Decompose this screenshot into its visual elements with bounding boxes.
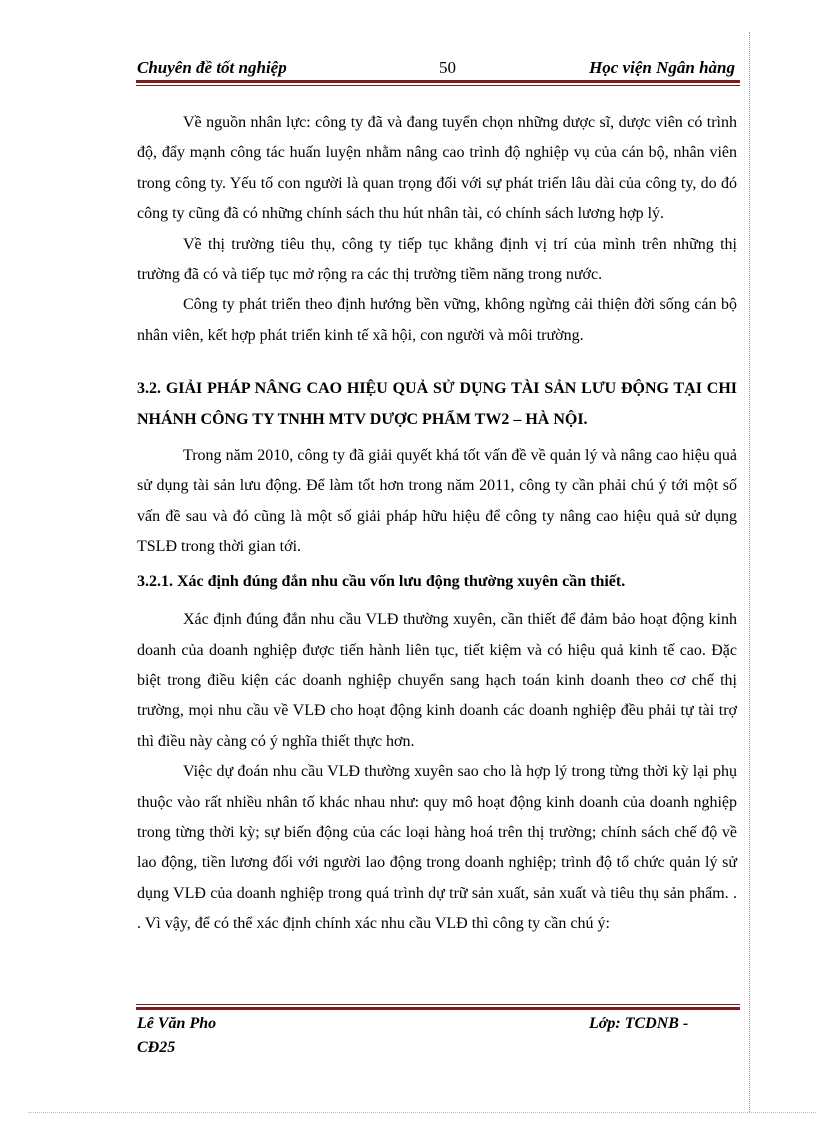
document-body [137,108,737,940]
sub-heading: 3.2.1. Xác định đúng đắn nhu cầu vốn lưu động thường xuyên cần thiết. [137,572,626,590]
page-border-right [749,32,750,1112]
footer-rule-thin [136,1004,740,1005]
header-rule-thick [136,80,740,83]
footer-class: Lớp: TCDNB - [589,1015,689,1032]
section-heading: 3.2. GIẢI PHÁP NÂNG CAO HIỆU QUẢ SỬ DỤNG TÀI SẢN LƯU ĐỘNG TẠI CHI NHÁNH CÔNG TY TNHH MTV DƯỢC PHẨM TW2 – HÀ NỘI. [137,380,737,428]
paragraph-working-capital-needs: Xác định đúng đắn nhu cầu VLĐ thường xuyên, cần thiết để đảm bảo hoạt động kinh doanh của doanh nghiệp được tiến hành liên tục, tiết kiệm và có hiệu quả kinh tế cao. Đặc biệt trong điều kiện các doanh nghiệp chuyển sang hạch toán kinh doanh theo cơ chế thị trường, mọi nhu cầu về VLĐ cho hoạt động kinh doanh các doanh nghiệp đều phải tự tài trợ thì điều này càng có ý nghĩa thiết thực hơn. [137,611,737,750]
header-rule-thin [136,85,740,86]
header-institution: Học viện Ngân hàng [589,58,735,77]
header-page-number: 50 [439,58,456,77]
header-rule [136,80,740,86]
header-document-type: Chuyên đề tốt nghiệp [137,58,287,77]
paragraph-section-intro: Trong năm 2010, công ty đã giải quyết khá tốt vấn đề về quản lý và nâng cao hiệu quả sử dụng tài sản lưu động. Để làm tốt hơn trong năm 2011, công ty cần phải chú ý tới một số vấn đề sau và đó cũng là một số giải pháp hữu hiệu để công ty nâng cao hiệu quả sử dụng TSLĐ trong thời gian tới. [137,447,737,556]
paragraph-human-resources: Về nguồn nhân lực: công ty đã và đang tuyển chọn những dược sĩ, dược viên có trình độ, đẩy mạnh công tác huấn luyện nhằm nâng cao trình độ nghiệp vụ của cán bộ, nhân viên trong công ty. Yếu tố con người là quan trọng đối với sự phát triển lâu dài của công ty, do đó công ty cũng đã có những chính sách thu hút nhân tài, có chính sách lương hợp lý. [137,114,737,223]
paragraph-forecasting-factors: Việc dự đoán nhu cầu VLĐ thường xuyên sao cho là hợp lý trong từng thời kỳ lại phụ thuộc vào rất nhiều nhân tố khác nhau như: quy mô hoạt động kinh doanh của doanh nghiệp trong từng thời kỳ; sự biến động của các loại hàng hoá trên thị trường; chính sách chế độ về lao động, tiền lương đối với người lao động trong doanh nghiệp; trình độ tổ chức quản lý sử dụng VLĐ của doanh nghiệp trong quá trình dự trữ sản xuất, sản xuất và tiêu thụ sản phẩm. . . Vì vậy, để có thể xác định chính xác nhu cầu VLĐ thì công ty cần chú ý: [137,763,737,933]
footer-author: Lê Văn Pho CĐ25 [137,1015,217,1056]
page-header [137,56,735,80]
paragraph-sustainable-development: Công ty phát triển theo định hướng bền vững, không ngừng cải thiện đời sống cán bộ nhân viên, kết hợp phát triển kinh tế xã hội, con người và môi trường. [137,296,737,344]
footer-rule-thick [136,1007,740,1010]
page-border-bottom [28,1112,816,1113]
footer-rule [136,1004,740,1010]
paragraph-market: Về thị trường tiêu thụ, công ty tiếp tục khẳng định vị trí của mình trên những thị trường đã có và tiếp tục mở rộng ra các thị trường tiềm năng trong nước. [137,235,737,284]
